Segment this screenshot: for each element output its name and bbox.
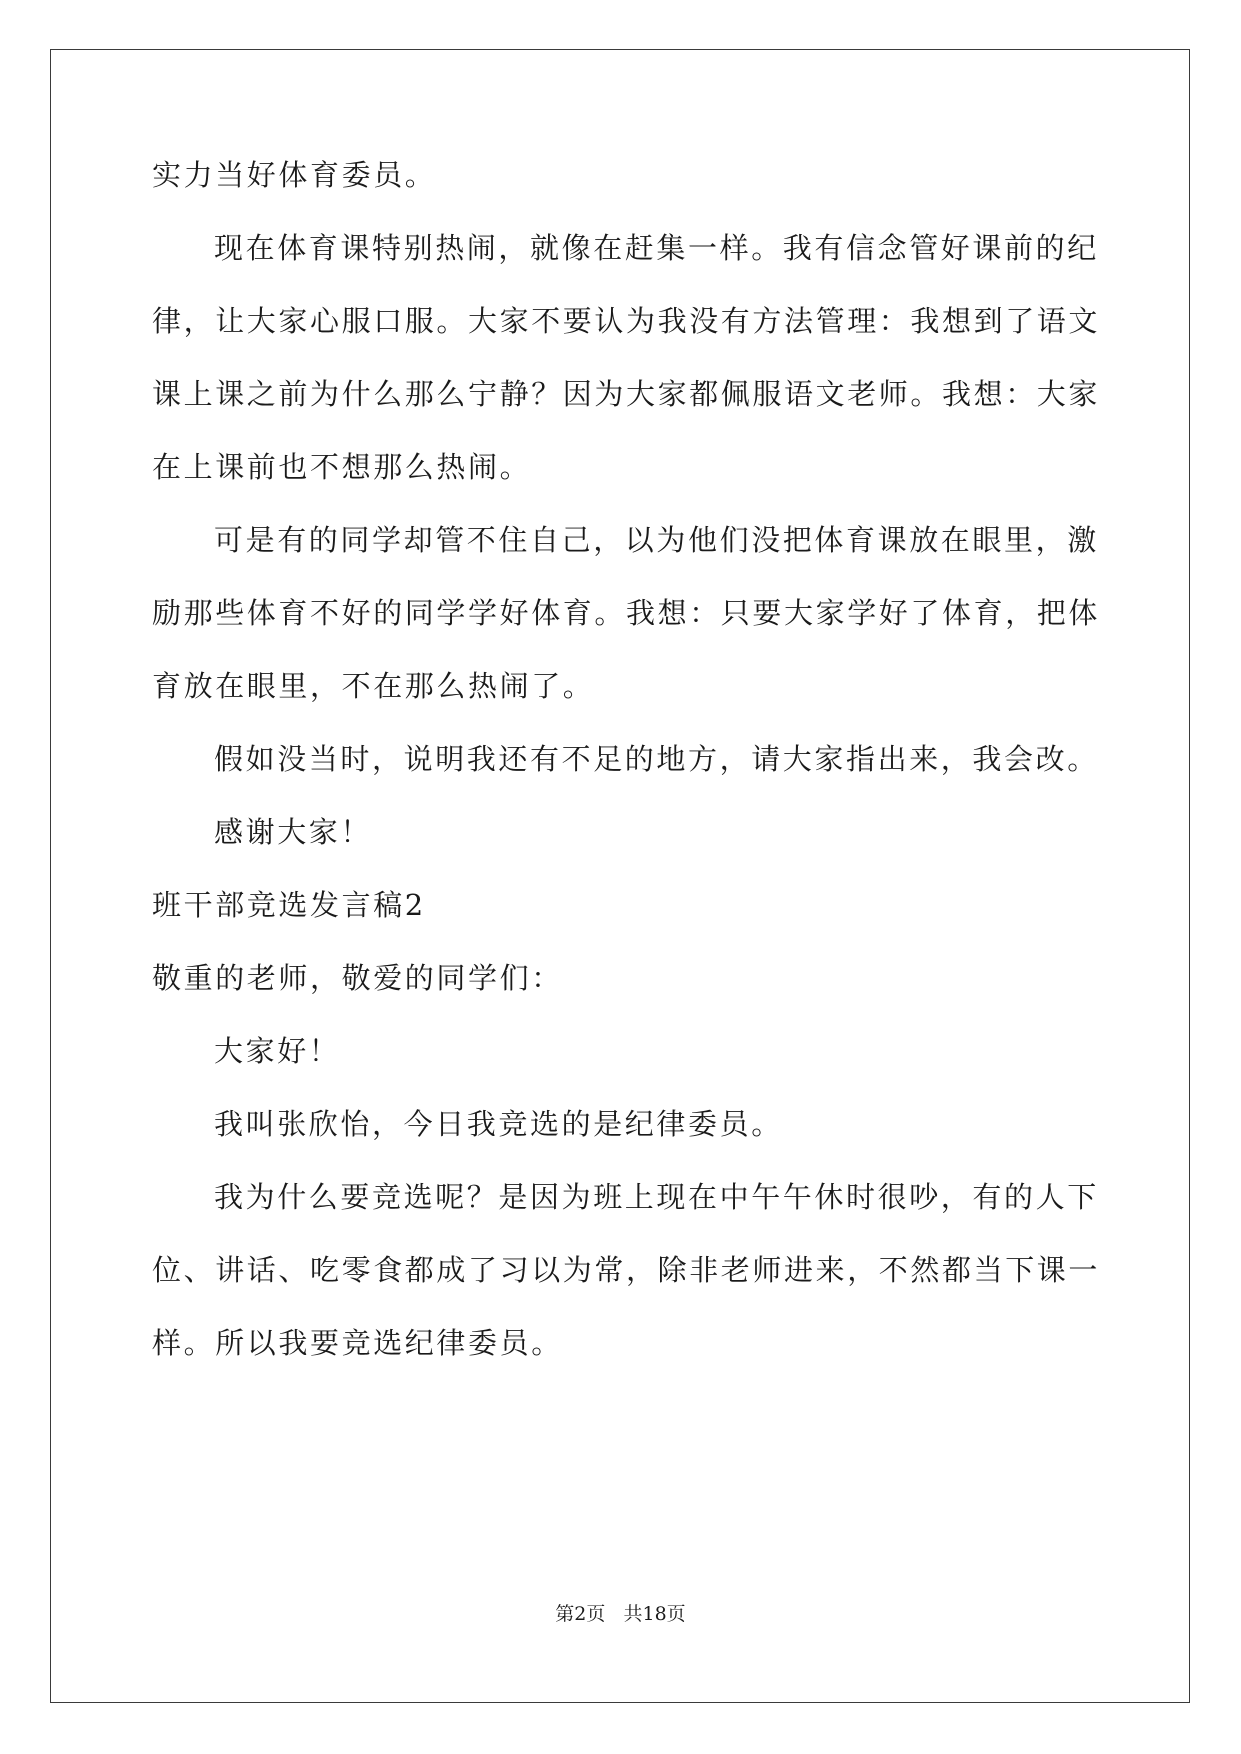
paragraph-line: 现在体育课特别热闹，就像在赶集一样。我有信念管好课前的纪 (214, 231, 1099, 265)
paragraph-line: 假如没当时，说明我还有不足的地方，请大家指出来，我会改。 (214, 742, 1099, 776)
paragraph-line: 我叫张欣怡，今日我竞选的是纪律委员。 (214, 1107, 783, 1141)
paragraph-line: 律，让大家心服口服。大家不要认为我没有方法管理：我想到了语文 (152, 304, 1101, 338)
paragraph-line: 育放在眼里，不在那么热闹了。 (152, 669, 595, 703)
paragraph-line: 课上课之前为什么那么宁静？因为大家都佩服语文老师。我想：大家 (152, 377, 1101, 411)
page-border (50, 49, 1190, 1703)
page-number-footer: 第2页 共18页 (555, 1603, 686, 1625)
paragraph-line: 可是有的同学却管不住自己，以为他们没把体育课放在眼里，激 (214, 523, 1099, 557)
paragraph-line: 感谢大家！ (214, 815, 373, 849)
paragraph-line: 大家好！ (214, 1034, 341, 1068)
paragraph-line: 位、讲话、吃零食都成了习以为常，除非老师进来，不然都当下课一 (152, 1253, 1101, 1287)
paragraph-line: 在上课前也不想那么热闹。 (152, 450, 532, 484)
paragraph-line: 实力当好体育委员。 (152, 158, 437, 192)
section-heading: 班干部竞选发言稿2 (152, 888, 426, 922)
salutation: 敬重的老师，敬爱的同学们： (152, 961, 563, 995)
paragraph-line: 样。所以我要竞选纪律委员。 (152, 1326, 563, 1360)
paragraph-line: 我为什么要竞选呢？是因为班上现在中午午休时很吵，有的人下 (214, 1180, 1099, 1214)
paragraph-line: 励那些体育不好的同学学好体育。我想：只要大家学好了体育，把体 (152, 596, 1101, 630)
